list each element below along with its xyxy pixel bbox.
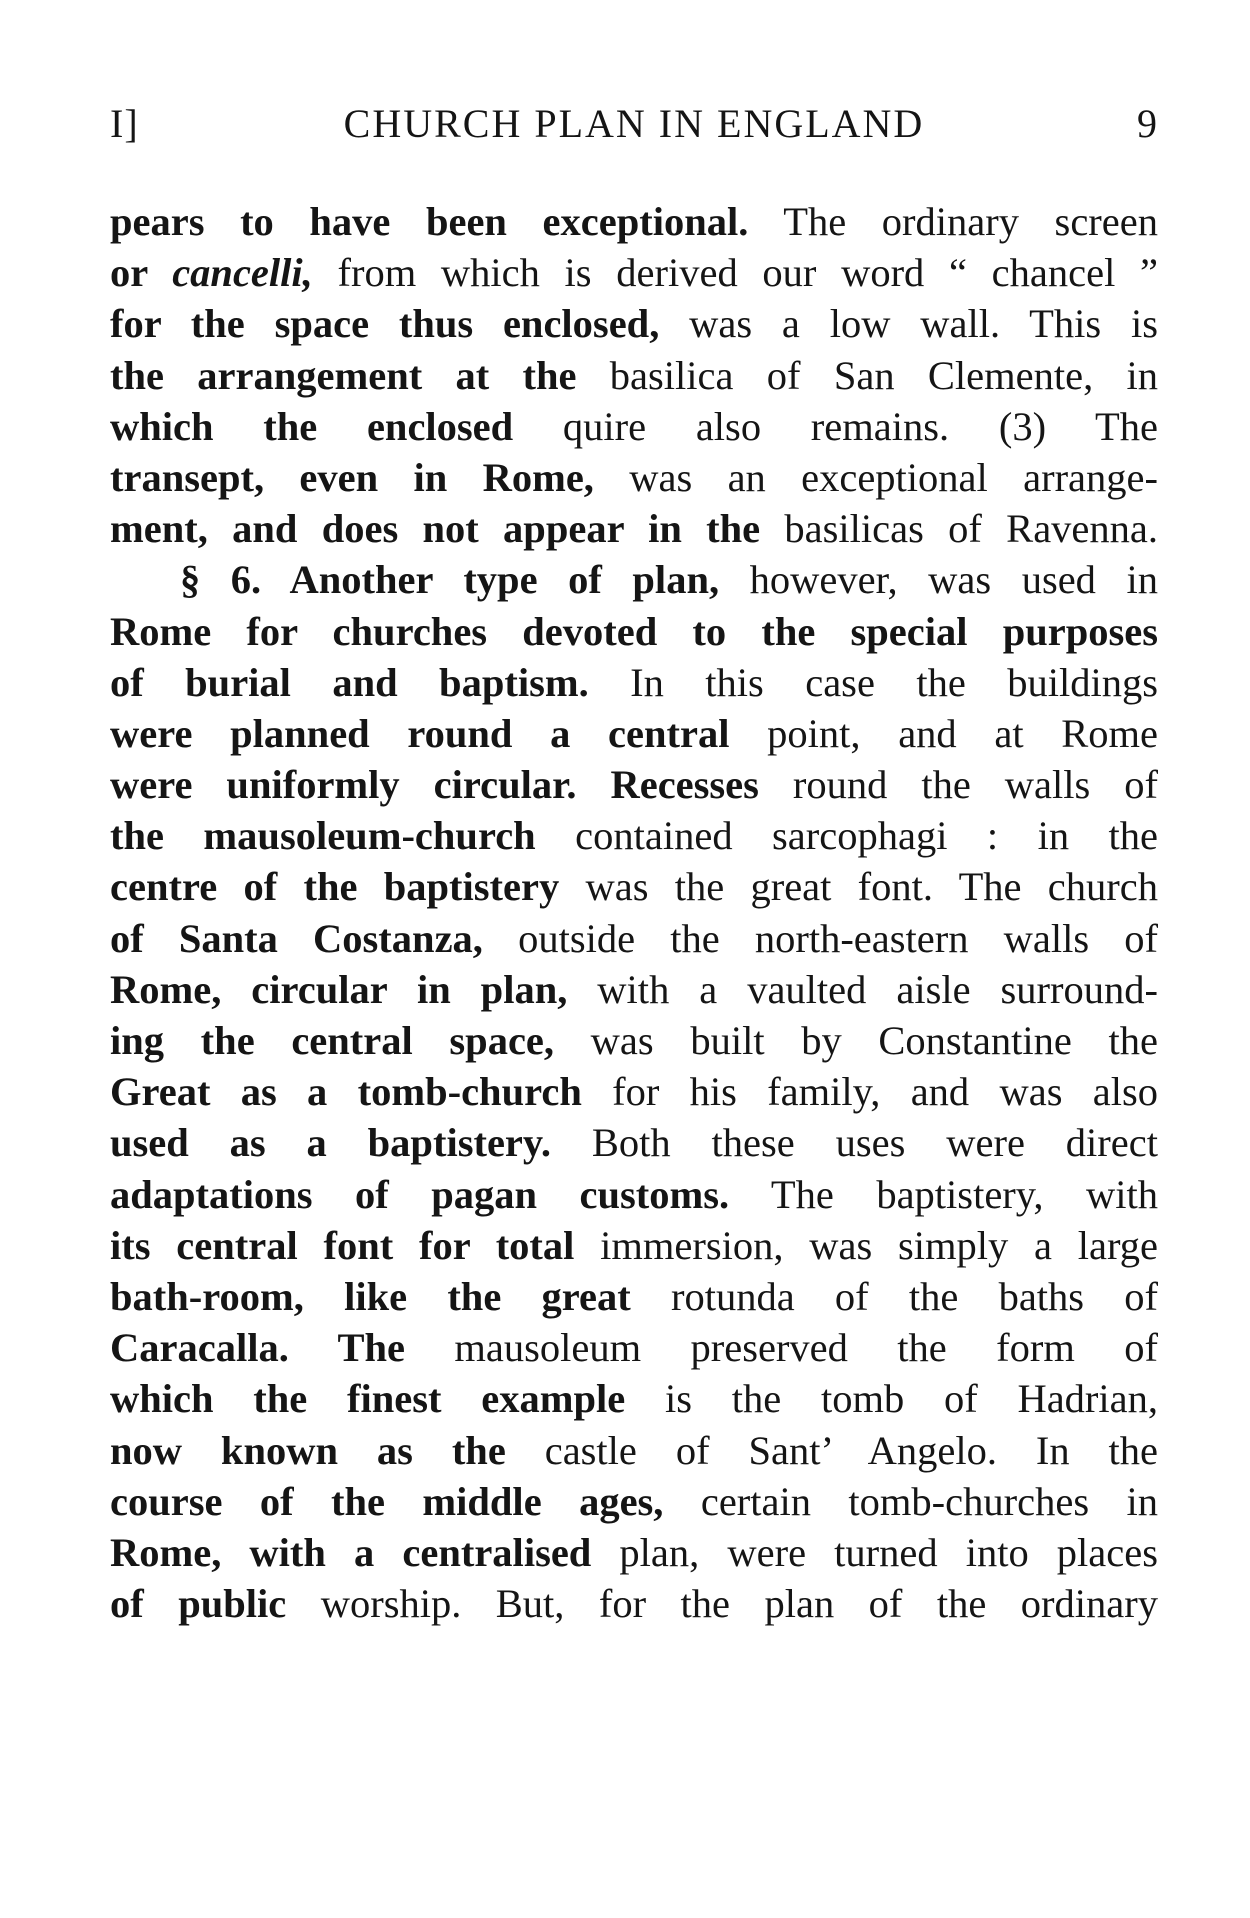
running-head — [110, 100, 1158, 160]
text-run: for the space thus enclosed, — [110, 301, 660, 347]
text-line — [110, 810, 1158, 861]
text-line — [110, 1169, 1158, 1220]
text-line — [110, 503, 1158, 554]
text-run: contained sarcophagi : in the — [535, 813, 1158, 859]
text-line — [110, 247, 1158, 298]
text-run: certain tomb-churches in — [663, 1478, 1158, 1524]
text-line — [110, 1271, 1158, 1322]
text-line — [110, 1476, 1158, 1527]
text-run: its central font for total — [110, 1222, 575, 1268]
text-run: Rome, circular in plan, — [110, 966, 568, 1012]
text-run: Caracalla. The — [110, 1325, 405, 1371]
text-run: from which is derived our word “ chancel ” — [312, 250, 1158, 296]
text-run: basilicas of Ravenna. — [760, 506, 1158, 552]
text-run: immersion, was simply a large — [574, 1222, 1158, 1268]
text-line — [110, 1066, 1158, 1117]
text-line — [110, 1527, 1158, 1578]
text-run: now known as the — [110, 1427, 506, 1473]
text-run: pears to have been exceptional. — [110, 199, 749, 244]
body-text — [110, 196, 1158, 1629]
text-run: adaptations of pagan customs. — [110, 1171, 730, 1217]
text-line — [110, 196, 1158, 247]
text-run: castle of Sant’ Angelo. In the — [505, 1427, 1158, 1473]
text-run: however, was used in — [719, 557, 1158, 603]
text-run: plan, were turned into places — [591, 1529, 1158, 1575]
text-run: ment, and does not appear in the — [110, 506, 761, 552]
text-line — [110, 913, 1158, 964]
text-line — [110, 1373, 1158, 1424]
text-line — [110, 964, 1158, 1015]
text-run: were uniformly circular. Recesses — [110, 762, 759, 808]
text-line — [110, 1015, 1158, 1066]
text-run: cancelli, — [172, 250, 313, 296]
text-run: of Santa Costanza, — [110, 915, 483, 961]
running-title: CHURCH PLAN IN ENGLAND — [343, 101, 925, 146]
text-line — [110, 554, 1158, 605]
text-line — [110, 1578, 1158, 1629]
text-line — [110, 759, 1158, 810]
text-run: rotunda of the baths of — [630, 1273, 1158, 1319]
text-run: § 6. Another type of plan, — [180, 557, 720, 603]
text-line — [110, 861, 1158, 912]
text-line — [110, 350, 1158, 401]
text-run: or — [110, 250, 173, 296]
text-line — [110, 298, 1158, 349]
text-run: Both these uses were direct — [551, 1120, 1158, 1166]
text-run: basilica of San Clemente, in — [576, 352, 1158, 398]
text-run: worship. But, for the plan of the ordinary — [286, 1581, 1158, 1627]
text-run: transept, even in Rome, — [110, 454, 594, 500]
text-run: quire also remains. (3) The — [513, 403, 1158, 449]
chapter-marker: I] — [110, 101, 139, 146]
text-line — [110, 452, 1158, 503]
text-run: was the great font. The church — [559, 864, 1158, 910]
text-line — [110, 606, 1158, 657]
text-run: the mausoleum-church — [110, 813, 536, 859]
text-run: of burial and baptism. — [110, 659, 589, 705]
text-run: mausoleum preserved the form of — [405, 1325, 1158, 1371]
page-number: 9 — [1137, 101, 1158, 146]
text-run: which the finest example — [110, 1376, 626, 1422]
text-run: Rome for churches devoted to the special purposes — [110, 608, 1158, 654]
text-line — [110, 1220, 1158, 1271]
text-run: Great as a tomb-church — [110, 1069, 582, 1115]
text-run: is the tomb of Hadrian, — [625, 1376, 1158, 1422]
text-line — [110, 708, 1158, 759]
text-run: for his family, and was also — [581, 1069, 1158, 1115]
text-run: round the walls of — [758, 762, 1158, 808]
text-run: was built by Constantine the — [554, 1018, 1158, 1063]
text-run: bath-room, like the great — [110, 1273, 631, 1319]
text-run: The ordinary screen — [748, 199, 1158, 244]
text-line — [110, 1322, 1158, 1373]
text-run: The baptistery, with — [729, 1171, 1158, 1217]
text-run: In this case the buildings — [588, 659, 1158, 705]
text-run: used as a baptistery. — [110, 1120, 552, 1166]
text-run: centre of the baptistery — [110, 864, 560, 910]
text-line — [110, 1425, 1158, 1476]
text-run: of public — [110, 1581, 287, 1627]
text-run: was an exceptional arrange- — [593, 454, 1158, 500]
text-run: outside the north-eastern walls of — [482, 915, 1158, 961]
text-run: Rome, with a centralised — [110, 1529, 592, 1575]
text-run: which the enclosed — [110, 403, 514, 449]
text-run: course of the middle ages, — [110, 1478, 664, 1524]
text-run: the arrangement at the — [110, 352, 577, 398]
text-run: ing the central space, — [110, 1018, 555, 1063]
text-run: was a low wall. This is — [659, 301, 1158, 347]
text-run: with a vaulted aisle surround- — [567, 966, 1158, 1012]
text-line — [110, 657, 1158, 708]
text-run: were planned round a central — [110, 710, 730, 756]
text-line — [110, 1117, 1158, 1168]
text-line — [110, 401, 1158, 452]
text-run: point, and at Rome — [729, 710, 1158, 756]
